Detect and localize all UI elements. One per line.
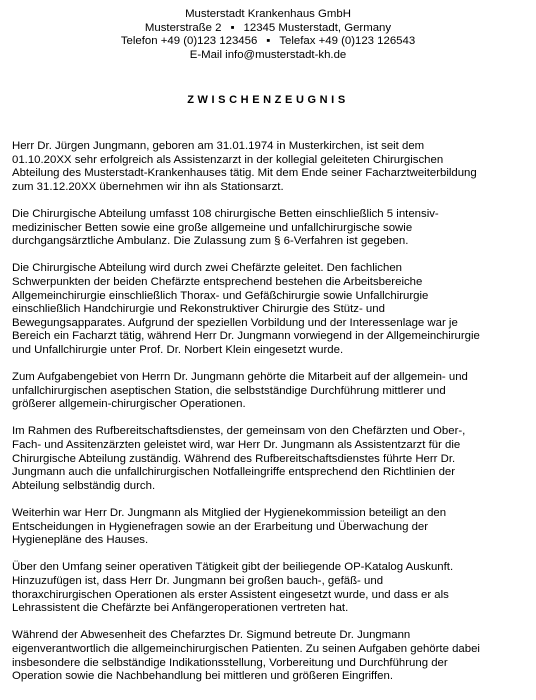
document-title: ZWISCHENZEUGNIS: [187, 94, 349, 106]
paragraph-line: einschließlich Handchirurgie und Rekonstruktiver Chirurgie des Stütz- und: [12, 303, 385, 316]
paragraph-line: Operation sowie die Nachbehandlung bei mittleren und größeren Eingriffen.: [12, 670, 393, 683]
paragraph-line: zum 31.12.20XX übernehmen wir ihn als Stationsarzt.: [12, 180, 284, 193]
city-address: 12345 Musterstadt, Germany: [243, 21, 392, 34]
paragraph-line: Hygienepläne des Hauses.: [12, 534, 149, 547]
paragraph-line: Im Rahmen des Rufbereitschaftsdienstes, der gemeinsam von den Chefärzten und Ober-,: [12, 425, 466, 438]
address-line: [0, 22, 536, 36]
paragraph-line: Über den Umfang seiner operativen Tätigkeit gibt der beiliegende OP-Katalog Auskunft.: [12, 561, 454, 574]
paragraph-line: Abteilung des Musterstadt-Krankenhauses tätig. Mit dem Ende seiner Facharztweiterbildung: [12, 167, 477, 180]
paragraph-line: insbesondere die selbständige Indikationsstellung, Vorbereitung und Durchführung der: [12, 656, 448, 669]
paragraph-line: Weiterhin war Herr Dr. Jungmann als Mitglied der Hygienekommission beteiligt an den: [12, 507, 447, 520]
paragraph-line: Bereich ein Facharzt tätig, während Herr Dr. Jungmann vorwiegend in der Allgemeinchirurgie: [12, 330, 480, 343]
paragraph-line: Abteilung selbständig durch.: [12, 479, 156, 492]
separator-bullet: ▪: [266, 35, 271, 48]
paragraph-line: durchgangsärztliche Ambulanz. Die Zulassung zum § 6-Verfahren ist gegeben.: [12, 235, 409, 248]
paragraph-line: Schwerpunkten der beiden Chefärzte entsprechend bestehen die Arbeitsbereiche: [12, 275, 423, 288]
paragraph-line: Fach- und Assitenzärzten geleistet wird, war Herr Dr. Jungmann als Assistentzarzt für die: [12, 439, 461, 452]
separator-bullet: ▪: [230, 21, 235, 34]
body-paragraph: [12, 425, 526, 493]
paragraph-line: Die Chirurgische Abteilung umfasst 108 chirurgische Betten einschließlich 5 intensiv-: [12, 207, 439, 220]
paragraph-line: Jungmann auch die unfallchirurgischen Notfalleingriffe entsprechend den Richtlinien der: [12, 466, 456, 479]
paragraph-line: Bewegungsapparates. Aufgrund der speziellen Vorbildung und der Interessenlage war je: [12, 316, 458, 329]
company-name: Musterstadt Krankenhaus GmbH: [185, 8, 351, 20]
paragraph-line: Chirurgische Abteilung zuständig. Während des Rufbereitschaftsdienstes führte Herr Dr.: [12, 452, 456, 465]
paragraph-line: Herr Dr. Jürgen Jungmann, geboren am 31.01.1974 in Musterkirchen, ist seit dem: [12, 140, 425, 152]
body-paragraph: [12, 629, 526, 683]
phone-number: Telefon +49 (0)123 123456: [120, 35, 258, 48]
body-paragraph: [12, 371, 526, 412]
paragraph-line: größerer allgemein-chirurgischer Operationen.: [12, 398, 246, 411]
paragraph-line: unfallchirurgischen aseptischen Station, die selbstständige Durchführung mittlerer und: [12, 384, 446, 397]
body-paragraph: [12, 561, 526, 615]
paragraph-line: und Unfallchirurgie unter Prof. Dr. Norbert Klein eingesetzt wurde.: [12, 343, 344, 356]
email-address: E-Mail info@musterstadt-kh.de: [189, 48, 347, 61]
paragraph-line: Hinzuzufügen ist, dass Herr Dr. Jungmann bei großen bauch-, gefäß- und: [12, 575, 384, 587]
paragraph-line: Die Chirurgische Abteilung wird durch zwei Chefärzte geleitet. Den fachlichen: [12, 262, 403, 275]
body-paragraph: [12, 262, 526, 357]
contact-line: [0, 35, 536, 49]
paragraph-line: thoraxchirurgischen Operationen als erster Assistent eingesetzt wurde, und dass er als: [12, 588, 449, 601]
document-body: [12, 140, 526, 697]
paragraph-line: eigenverantwortlich die allgemeinchirurgischen Patienten. Zu seinen Aufgaben gehörte dabei: [12, 642, 480, 655]
paragraph-line: Allgemeinchirurgie einschließlich Thorax- und Gefäßchirurgie sowie Unfallchirurgie: [12, 289, 429, 302]
street-address: Musterstraße 2: [144, 21, 222, 34]
paragraph-line: Zum Aufgabengebiet von Herrn Dr. Jungmann gehörte die Mitarbeit auf der allgemein- und: [12, 371, 468, 384]
paragraph-line: Während der Abwesenheit des Chefarztes Dr. Sigmund betreute Dr. Jungmann: [12, 629, 411, 642]
body-paragraph: [12, 507, 526, 548]
fax-number: Telefax +49 (0)123 126543: [279, 35, 416, 48]
paragraph-line: Entscheidungen in Hygienefragen sowie an der Erarbeitung und Überwachung der: [12, 520, 429, 533]
paragraph-line: 01.10.20XX sehr erfolgreich als Assistenzarzt in der kollegial geleiteten Chirurgischen: [12, 153, 444, 166]
paragraph-line: Lehrassistent die Chefärzte bei Anfängeroperationen vertreten hat.: [12, 602, 349, 615]
body-paragraph: [12, 140, 526, 194]
letterhead: [0, 8, 536, 62]
body-paragraph: [12, 208, 526, 249]
paragraph-line: medizinischer Betten sowie eine große allgemeine und unfallchirurgische sowie: [12, 221, 413, 234]
